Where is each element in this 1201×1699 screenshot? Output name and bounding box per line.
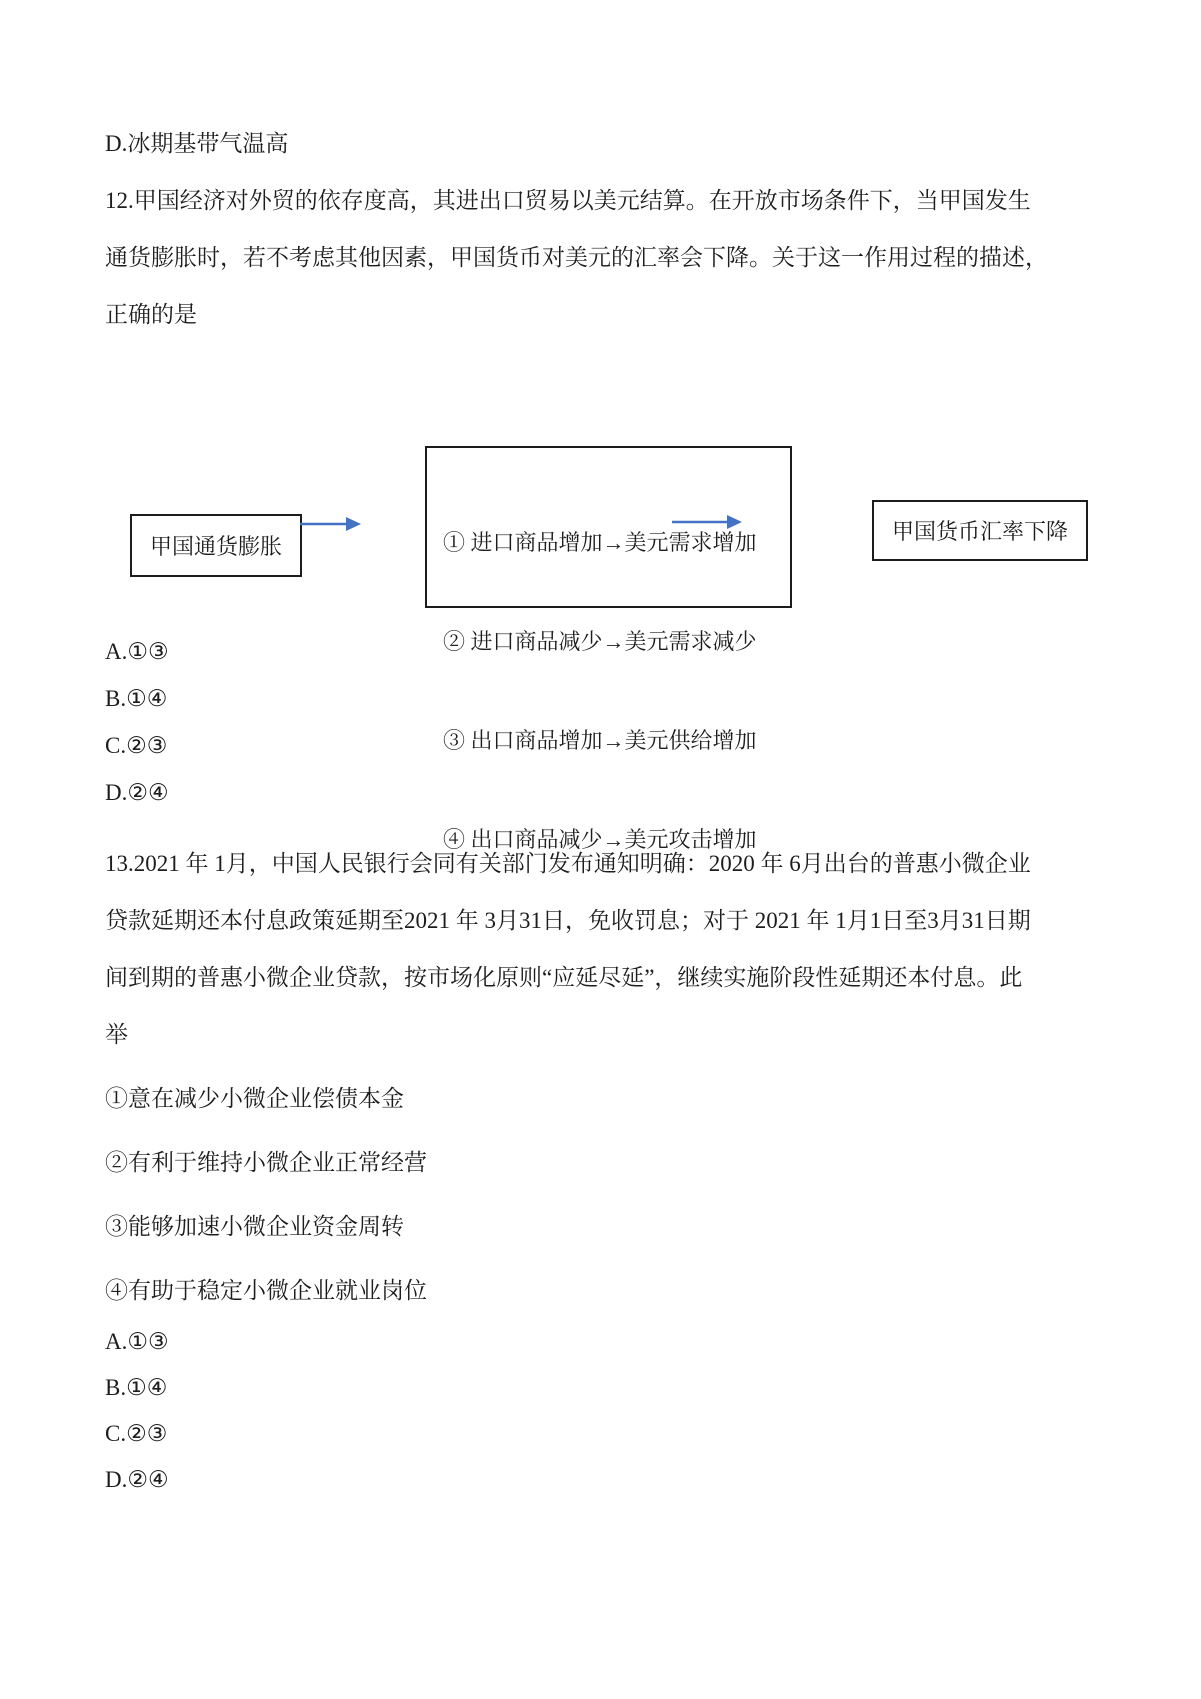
diagram-left-box: 甲国通货膨胀 — [130, 514, 302, 577]
q13-stem-line-1: 13.2021 年 1月，中国人民银行会同有关部门发布通知明确：2020 年 6月出台的普惠小微企业 — [105, 851, 1031, 876]
q13-statement-1: ①意在减少小微企业偿债本金 — [105, 1086, 404, 1111]
diagram-process-item-1: ① 进口商品增加→美元需求增加 — [443, 530, 757, 555]
q12-option-b: B.①④ — [105, 686, 168, 711]
q12-stem-line-1: 12.甲国经济对外贸的依存度高，其进出口贸易以美元结算。在开放市场条件下，当甲国发生 — [105, 188, 1031, 213]
q12-stem-line-3: 正确的是 — [105, 302, 197, 327]
diagram-right-box: 甲国货币汇率下降 — [872, 500, 1088, 561]
q13-stem-line-4: 举 — [105, 1022, 128, 1047]
q13-statement-3: ③能够加速小微企业资金周转 — [105, 1214, 404, 1239]
q12-option-a: A.①③ — [105, 639, 169, 664]
q12-stem-line-2: 通货膨胀时，若不考虑其他因素，甲国货币对美元的汇率会下降。关于这一作用过程的描述， — [105, 245, 1048, 270]
q13-stem-line-3: 间到期的普惠小微企业贷款，按市场化原则“应延尽延”，继续实施阶段性延期还本付息。此 — [105, 965, 1023, 990]
q13-option-d: D.②④ — [105, 1467, 169, 1492]
q13-option-a: A.①③ — [105, 1329, 169, 1354]
prev-question-option-d: D.冰期基带气温高 — [105, 131, 289, 156]
q13-statement-2: ②有利于维持小微企业正常经营 — [105, 1150, 427, 1175]
q12-option-d: D.②④ — [105, 780, 169, 805]
q12-option-c: C.②③ — [105, 733, 168, 758]
diagram-process-item-4: ④ 出口商品减少→美元攻击增加 — [443, 827, 757, 852]
q13-option-b: B.①④ — [105, 1375, 168, 1400]
diagram-arrows — [0, 440, 1201, 600]
q13-option-c: C.②③ — [105, 1421, 168, 1446]
q13-stem-line-2: 贷款延期还本付息政策延期至2021 年 3月31日，免收罚息；对于 2021 年 1月1日至3月31日期 — [105, 908, 1031, 933]
q13-statement-4: ④有助于稳定小微企业就业岗位 — [105, 1278, 427, 1303]
diagram-process-item-2: ② 进口商品减少→美元需求减少 — [443, 629, 757, 654]
right-arrow-icon — [300, 517, 361, 531]
diagram-process-item-3: ③ 出口商品增加→美元供给增加 — [443, 728, 757, 753]
right-arrow-icon — [672, 515, 742, 529]
